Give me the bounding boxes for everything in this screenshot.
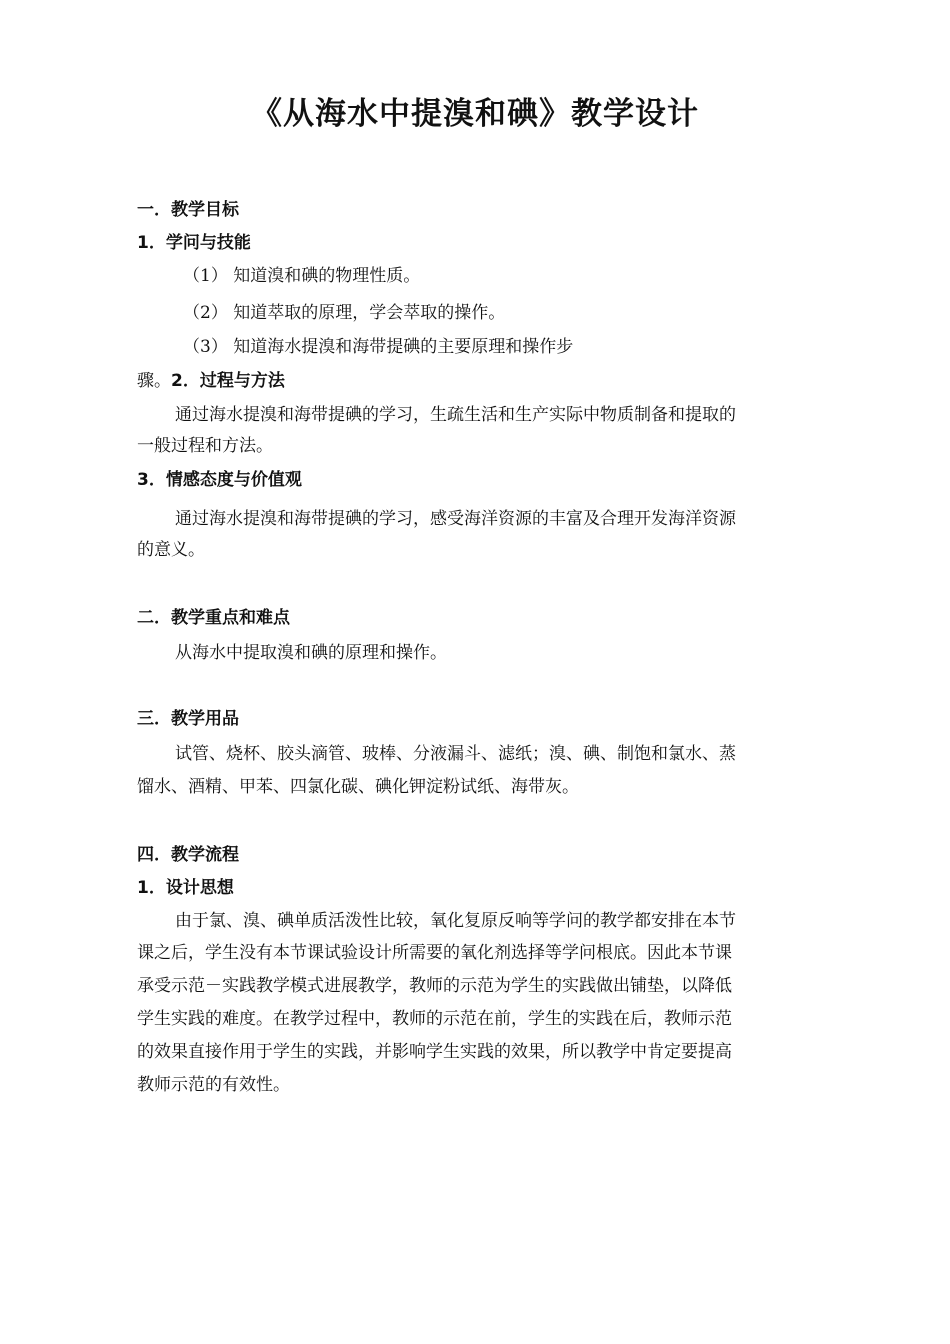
materials-line-2: 馏水、酒精、甲苯、四氯化碳、碘化钾淀粉试纸、海带灰。 — [137, 777, 579, 797]
subheading-knowledge-skills: 1．学问与技能 — [137, 233, 251, 253]
objective-item-3: （3） 知道海水提溴和海带提碘的主要原理和操作步 — [183, 337, 574, 357]
objective-item-2: （2） 知道萃取的原理，学会萃取的操作。 — [183, 303, 506, 323]
process-paragraph-line-1: 通过海水提溴和海带提碘的学习，生疏生活和生产实际中物质制备和提取的 — [175, 405, 736, 425]
objective-item-3-tail: 骤。 — [137, 371, 171, 391]
subheading-process-methods: 2．过程与方法 — [171, 371, 285, 391]
key-points-text: 从海水中提取溴和碘的原理和操作。 — [175, 643, 447, 663]
attitude-paragraph-line-2: 的意义。 — [137, 540, 205, 560]
subheading-attitude-values: 3．情感态度与价值观 — [137, 470, 302, 490]
design-paragraph-line-3: 承受示范－实践教学模式进展教学，教师的示范为学生的实践做出铺垫，以降低 — [137, 976, 732, 996]
design-paragraph-line-5: 的效果直接作用于学生的实践，并影响学生实践的效果，所以教学中肯定要提高 — [137, 1042, 732, 1062]
process-paragraph-line-2: 一般过程和方法。 — [137, 436, 273, 456]
design-paragraph-line-2: 课之后，学生没有本节课试验设计所需要的氧化剂选择等学问根底。因此本节课 — [137, 943, 732, 963]
subheading-design-idea: 1．设计思想 — [137, 878, 234, 898]
attitude-paragraph-line-1: 通过海水提溴和海带提碘的学习，感受海洋资源的丰富及合理开发海洋资源 — [175, 509, 736, 529]
section-heading-materials: 三．教学用品 — [137, 709, 239, 729]
materials-line-1: 试管、烧杯、胶头滴管、玻棒、分液漏斗、滤纸；溴、碘、制饱和氯水、蒸 — [175, 744, 736, 764]
section-heading-process: 四．教学流程 — [137, 845, 239, 865]
design-paragraph-line-6: 教师示范的有效性。 — [137, 1075, 290, 1095]
page-title: 《从海水中提溴和碘》教学设计 — [251, 96, 699, 132]
section-heading-key-points: 二．教学重点和难点 — [137, 608, 290, 628]
objective-item-1: （1） 知道溴和碘的物理性质。 — [183, 266, 421, 286]
section-heading-objectives: 一．教学目标 — [137, 200, 239, 220]
design-paragraph-line-4: 学生实践的难度。在教学过程中，教师的示范在前，学生的实践在后，教师示范 — [137, 1009, 732, 1029]
design-paragraph-line-1: 由于氯、溴、碘单质活泼性比较，氧化复原反响等学问的教学都安排在本节 — [175, 911, 736, 931]
objective-item-3-wrap-line — [137, 370, 817, 392]
